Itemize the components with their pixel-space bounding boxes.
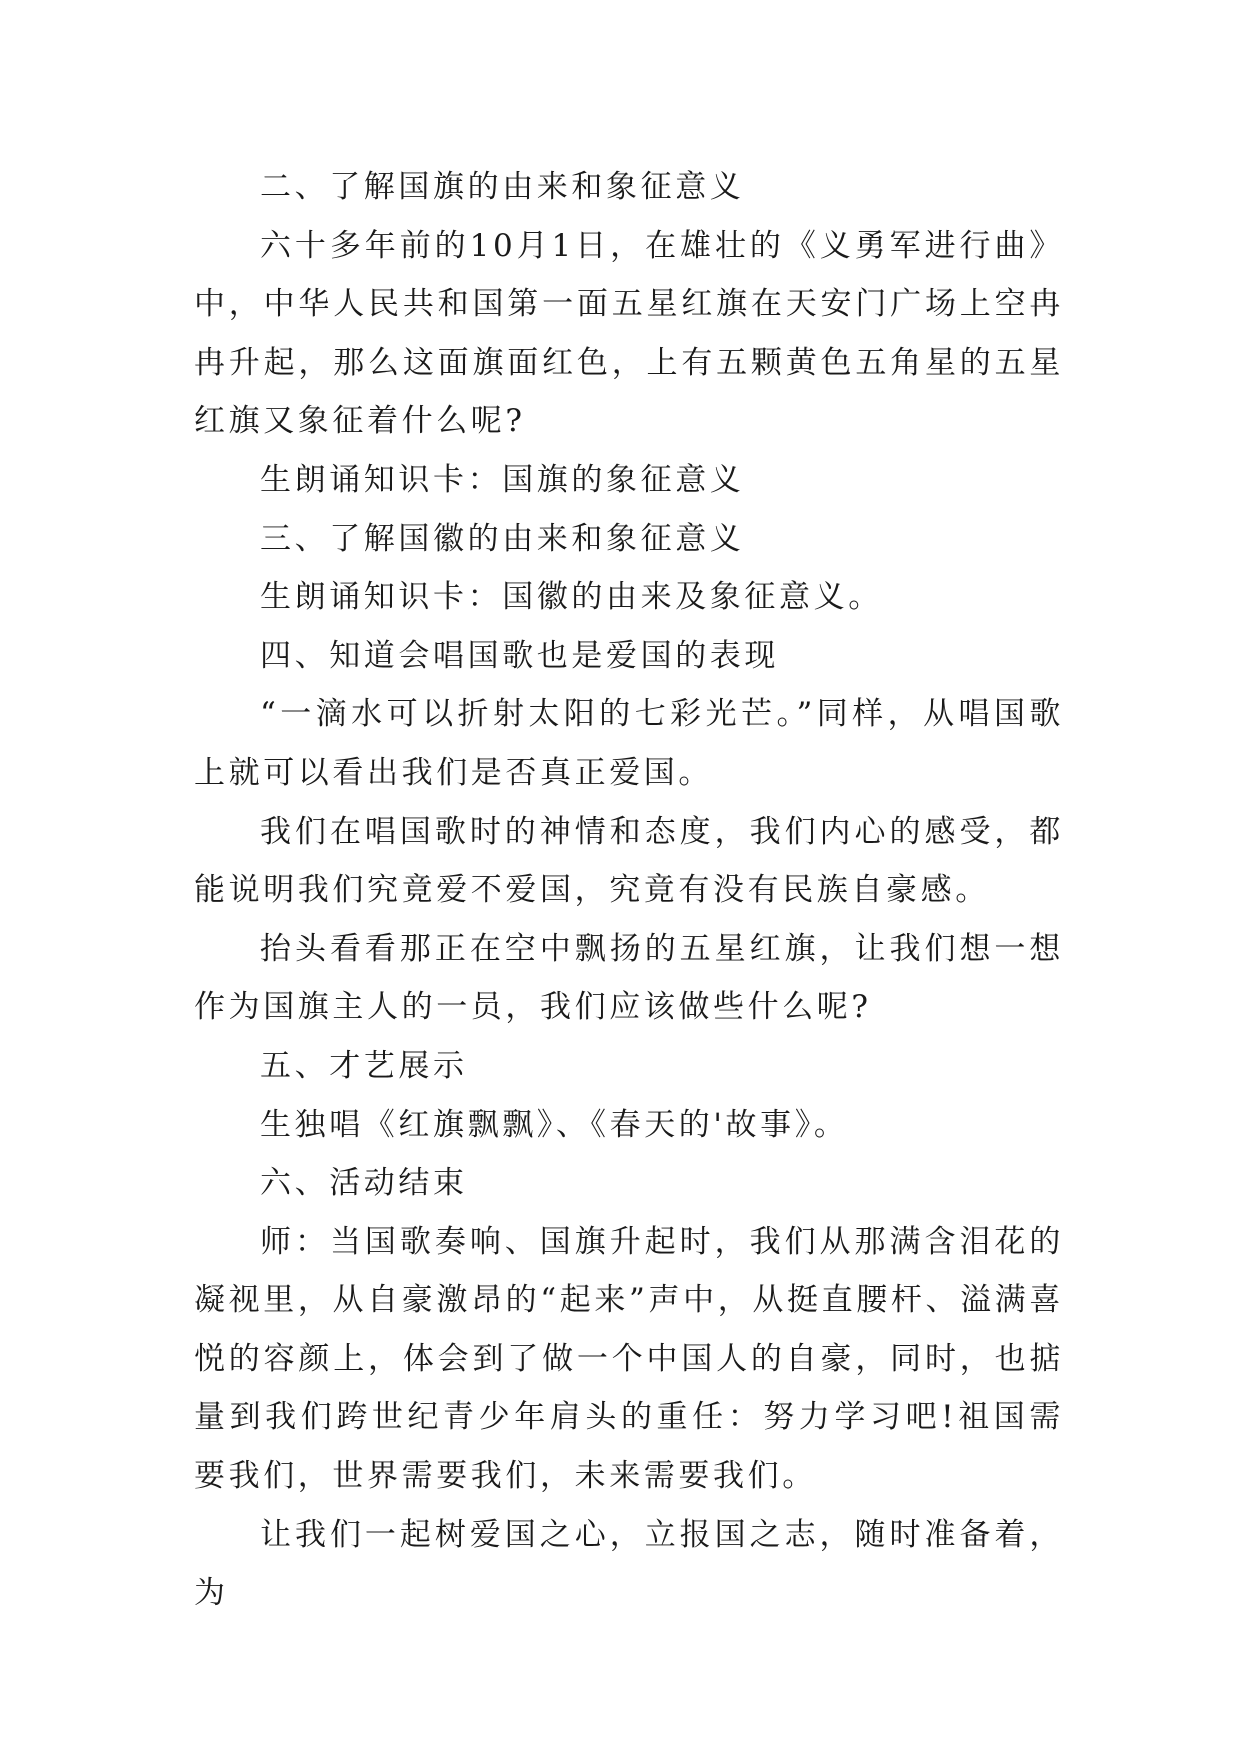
paragraph-flag-reflection: 抬头看看那正在空中飘扬的五星红旗，让我们想一想作为国旗主人的一员，我们应该做些什么呢? [194,930,1064,1026]
heading-anthem: 四、知道会唱国歌也是爱国的表现 [260,637,779,674]
heading-emblem-origin: 三、了解国徽的由来和象征意义 [260,520,745,557]
paragraph-flag-history: 六十多年前的10月1日，在雄壮的《义勇军进行曲》中，中华人民共和国第一面五星红旗在天安门广场上空冉冉升起，那么这面旗面红色，上有五颗黄色五角星的五星红旗又象征着什么呢? [194,227,1064,440]
document-body [194,158,1064,1623]
paragraph-anthem-attitude: 我们在唱国歌时的神情和态度，我们内心的感受，都能说明我们究竟爱不爱国，究竟有没有民族自豪感。 [194,813,1064,909]
paragraph-emblem-recitation: 生朗诵知识卡：国徽的由来及象征意义。 [260,579,883,616]
paragraph-anthem-quote: “一滴水可以折射太阳的七彩光芒。”同样，从唱国歌上就可以看出我们是否真正爱国。 [194,696,1064,791]
paragraph-final-call: 让我们一起树爱国之心，立报国之志，随时准备着，为 [194,1516,1064,1612]
heading-talent-show: 五、才艺展示 [260,1047,468,1084]
paragraph-solo-songs: 生独唱《红旗飘飘》、《春天的'故事》。 [260,1106,849,1143]
paragraph-teacher-closing: 师：当国歌奏响、国旗升起时，我们从那满含泪花的凝视里，从自豪激昂的“起来”声中，从挺直腰杆、溢满喜悦的容颜上，体会到了做一个中国人的自豪，同时，也掂量到我们跨世纪青少年肩头的重任：努力学习吧!祖国需要我们，世界需要我们，未来需要我们。 [194,1223,1064,1495]
heading-flag-origin: 二、了解国旗的由来和象征意义 [260,169,745,205]
paragraph-flag-recitation: 生朗诵知识卡：国旗的象征意义 [260,461,745,498]
heading-activity-end: 六、活动结束 [260,1165,468,1202]
